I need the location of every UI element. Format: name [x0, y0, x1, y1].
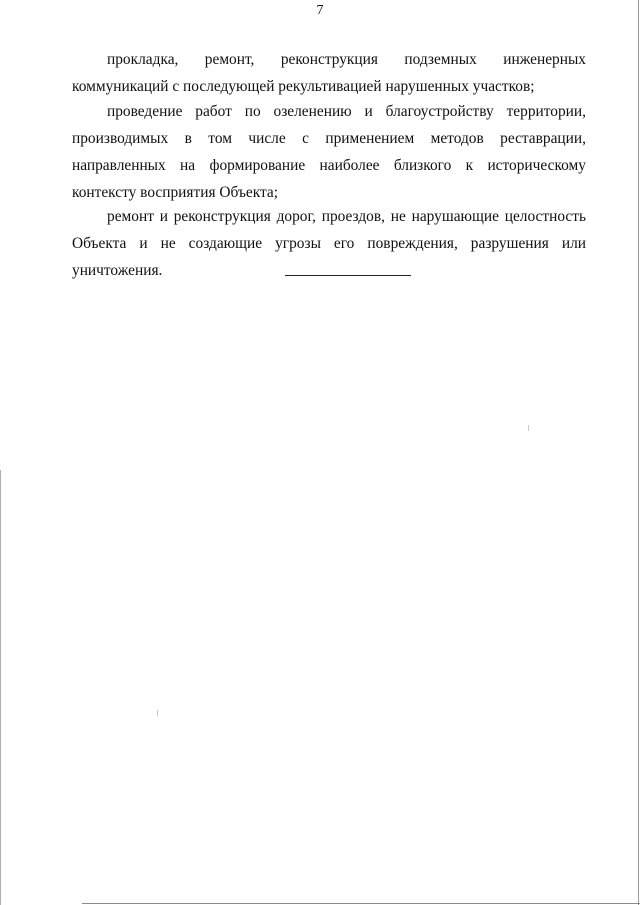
- paragraph-landscaping: проведение работ по озеленению и благоустройству территории, производимых в том числе с применением методов реставрации, направленных на формирование наиболее близкого к историческому контексту восприятия Объекта;: [72, 103, 586, 201]
- page-number: 7: [316, 3, 324, 18]
- end-divider-line: [285, 275, 411, 276]
- paragraph-underground-utilities: прокладка, ремонт, реконструкция подземных инженерных коммуникаций с последующей рекультивацией нарушенных участков;: [72, 51, 586, 95]
- scan-speck: [157, 710, 158, 716]
- scan-speck: [528, 425, 529, 431]
- paragraph-roads: ремонт и реконструкция дорог, проездов, не нарушающие целостность Объекта и не создающие угрозы его повреждения, разрушения или уничтожения.: [72, 208, 586, 279]
- scan-edge-bottom: [82, 903, 640, 904]
- scan-edge-left: [0, 470, 1, 905]
- scan-edge-right: [638, 0, 639, 905]
